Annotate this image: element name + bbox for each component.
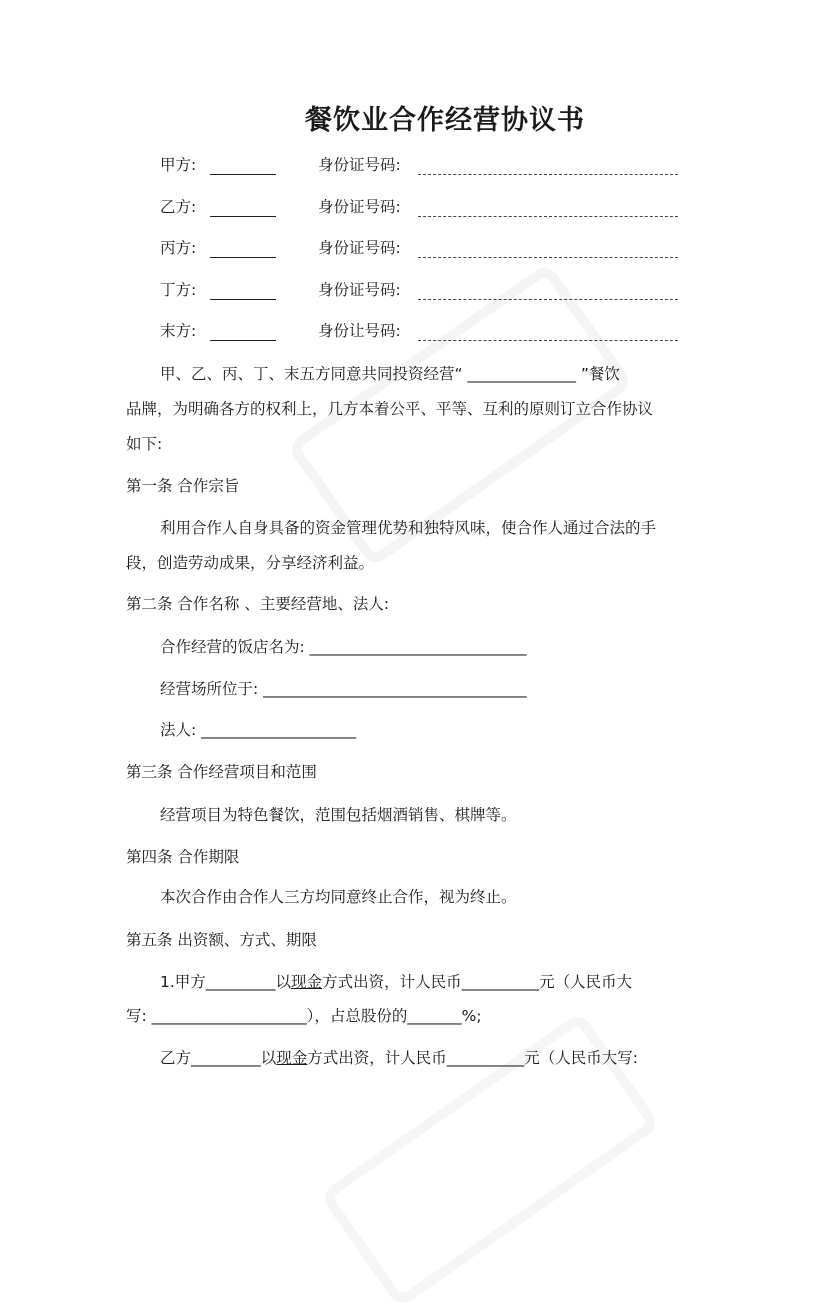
article-text: 利用合作人自身具备的资金管理优势和独特风味，使合作人通过合法的手 [160,519,657,537]
party-name-blank [210,243,276,258]
party-label: 丙方: [160,239,197,257]
article-heading: 第四条 合作期限 [126,848,240,866]
id-number-blank [418,158,678,175]
id-number-blank [418,324,678,341]
id-number-blank [418,200,678,217]
intro-paragraph-line: 品牌，为明确各方的权利上，几方本着公平、平等、互利的原则订立合作协议 [126,400,654,418]
document-title: 餐饮业合作经营协议书 [305,105,585,136]
intro-paragraph-line: 如下: [126,435,163,453]
investment-clause-line [160,1048,638,1068]
article-heading: 第三条 合作经营项目和范围 [126,763,317,781]
article-text: 段，创造劳动成果，分享经济利益。 [126,554,375,572]
id-number-label: 身份证号码: [318,156,401,174]
business-location-field: 经营场所位于: __________________________________ [160,680,527,698]
legal-person-field: 法人: ____________________ [160,721,357,739]
article-heading: 第一条 合作宗旨 [126,477,240,495]
party-label: 末方: [160,322,197,340]
party-name-blank [210,285,276,300]
id-number-label: 身份证号码: [318,281,401,299]
clause-text: 1.甲方_________以 [160,973,292,991]
party-label: 甲方: [160,156,197,174]
investment-clause-line [160,972,632,992]
article-heading: 第二条 合作名称 、主要经营地、法人: [126,595,390,613]
clause-text-underlined: 现金 [291,973,323,991]
party-label: 乙方: [160,198,197,216]
id-number-label: 身份证号码: [318,198,401,216]
id-number-blank [418,283,678,300]
article-text: 经营项目为特色餐饮，范围包括烟酒销售、棋牌等。 [160,806,517,824]
id-number-label: 身份证号码: [318,239,401,257]
clause-text: 方式出资，计人民币__________元（人民币大写: [307,1049,639,1067]
article-heading: 第五条 出资额、方式、期限 [126,931,317,949]
clause-text: 方式出资，计人民币__________元（人民币大 [322,973,633,991]
investment-clause-line: 写: ____________________），占总股份的_______%; [126,1007,482,1025]
id-number-blank [418,241,678,258]
article-text: 本次合作由合作人三方均同意终止合作，视为终止。 [160,888,517,906]
clause-text-underlined: 现金 [276,1049,308,1067]
restaurant-name-field: 合作经营的饭店名为: ____________________________ [160,638,527,656]
party-name-blank [210,326,276,341]
party-name-blank [210,160,276,175]
id-number-label: 身份让号码: [318,322,401,340]
party-label: 丁方: [160,281,197,299]
clause-text: 乙方_________以 [160,1049,277,1067]
intro-paragraph-line: 甲、乙、丙、丁、末五方同意共同投资经营“ ______________ ”餐饮 [160,365,620,383]
party-name-blank [210,202,276,217]
